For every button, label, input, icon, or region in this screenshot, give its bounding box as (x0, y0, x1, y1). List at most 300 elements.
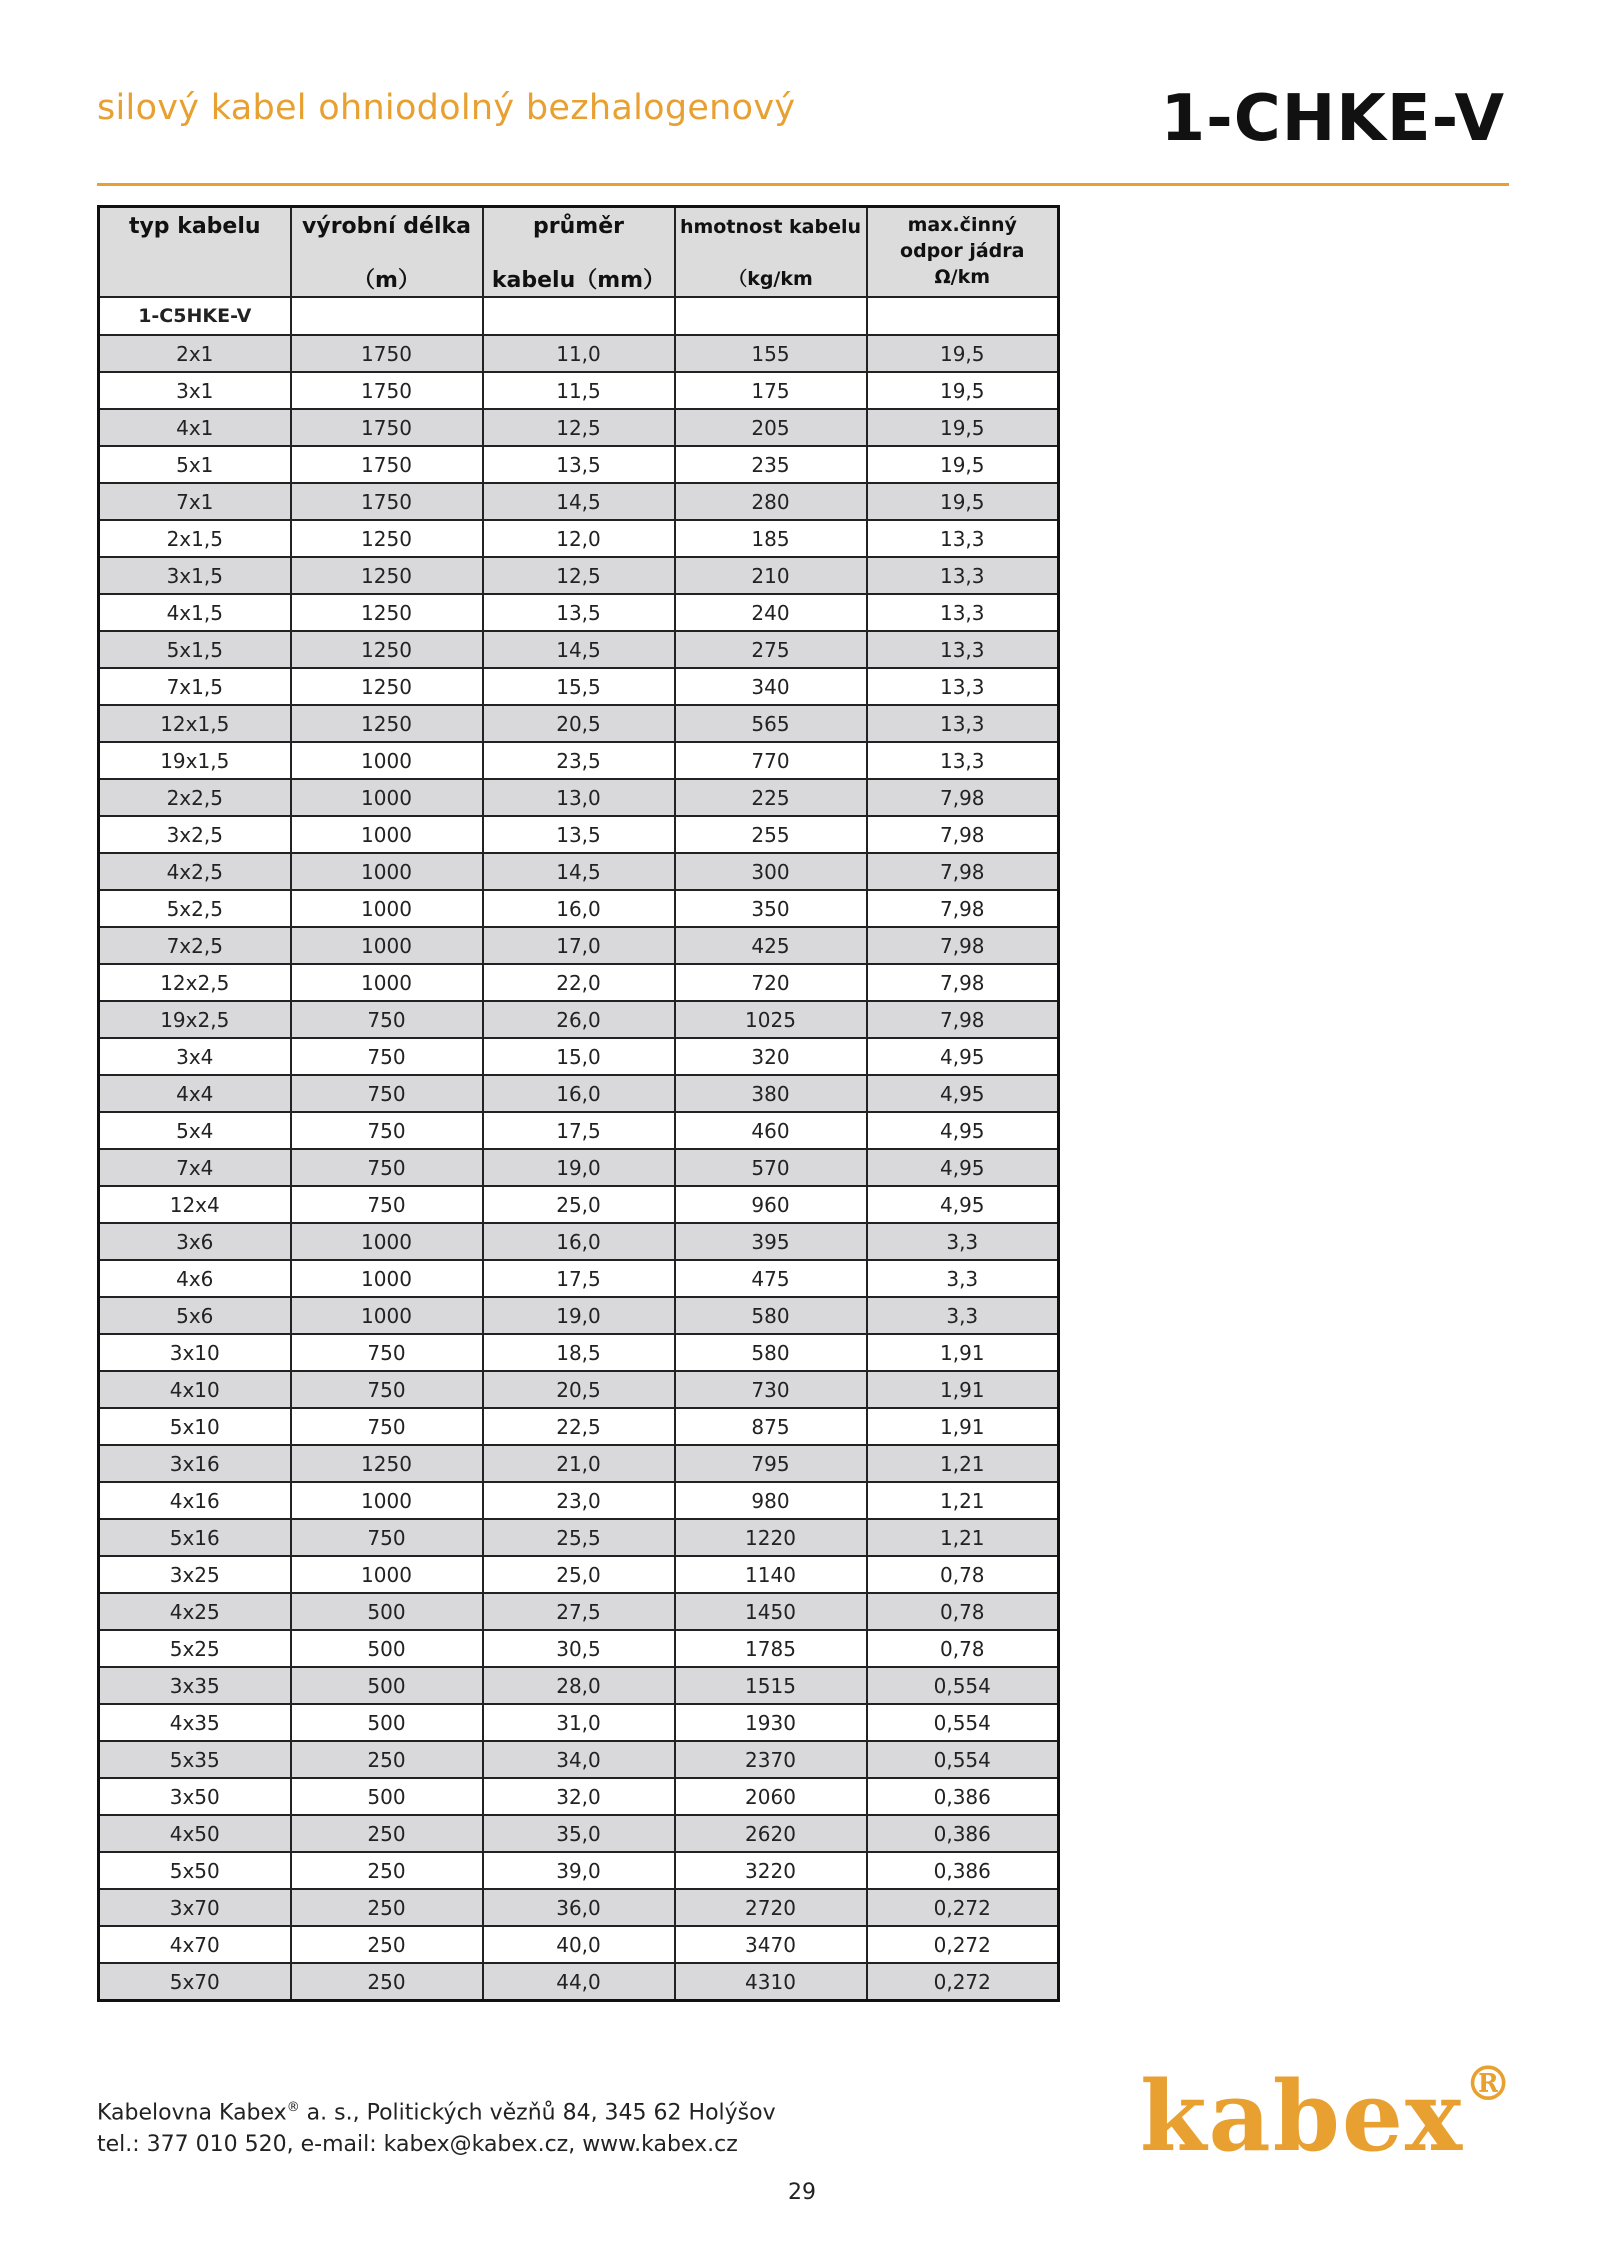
diameter-cell: 17,0 (483, 927, 675, 964)
company-name: Kabelovna Kabex (97, 2100, 287, 2126)
resistance-cell: 19,5 (867, 372, 1059, 409)
diameter-cell: 12,5 (483, 557, 675, 594)
length-cell: 1000 (291, 890, 483, 927)
diameter-cell: 21,0 (483, 1445, 675, 1482)
table-row (99, 1297, 1059, 1334)
weight-cell: 565 (675, 705, 867, 742)
length-cell: 250 (291, 1852, 483, 1889)
table-row (99, 520, 1059, 557)
cable-type-cell: 5x1 (99, 446, 291, 483)
resistance-cell: 3,3 (867, 1260, 1059, 1297)
table-row (99, 1556, 1059, 1593)
cable-type-cell: 3x6 (99, 1223, 291, 1260)
weight-cell: 580 (675, 1334, 867, 1371)
table-row (99, 927, 1059, 964)
resistance-cell: 0,386 (867, 1815, 1059, 1852)
table-row (99, 779, 1059, 816)
cable-type-cell: 2x2,5 (99, 779, 291, 816)
length-cell: 500 (291, 1667, 483, 1704)
group-empty-cell (867, 297, 1059, 335)
table-row (99, 816, 1059, 853)
weight-cell: 980 (675, 1482, 867, 1519)
table-row (99, 1963, 1059, 2001)
company-address-text: a. s., Politických vězňů 84, 345 62 Holýšov (299, 2100, 776, 2126)
weight-cell: 1220 (675, 1519, 867, 1556)
length-cell: 750 (291, 1112, 483, 1149)
resistance-cell: 13,3 (867, 705, 1059, 742)
cable-type-cell: 5x10 (99, 1408, 291, 1445)
diameter-cell: 17,5 (483, 1260, 675, 1297)
resistance-cell: 4,95 (867, 1149, 1059, 1186)
resistance-cell: 1,21 (867, 1519, 1059, 1556)
header-production-length (291, 207, 483, 298)
length-cell: 500 (291, 1593, 483, 1630)
weight-cell: 1785 (675, 1630, 867, 1667)
table-row (99, 705, 1059, 742)
diameter-cell: 44,0 (483, 1963, 675, 2001)
cable-type-cell: 3x1,5 (99, 557, 291, 594)
table-row (99, 1149, 1059, 1186)
weight-cell: 475 (675, 1260, 867, 1297)
diameter-cell: 25,0 (483, 1186, 675, 1223)
resistance-cell: 19,5 (867, 446, 1059, 483)
length-cell: 750 (291, 1186, 483, 1223)
resistance-cell: 1,91 (867, 1371, 1059, 1408)
resistance-cell: 0,272 (867, 1889, 1059, 1926)
diameter-cell: 31,0 (483, 1704, 675, 1741)
weight-cell: 395 (675, 1223, 867, 1260)
cable-type-cell: 7x4 (99, 1149, 291, 1186)
resistance-cell: 7,98 (867, 964, 1059, 1001)
table-row (99, 1186, 1059, 1223)
diameter-cell: 20,5 (483, 1371, 675, 1408)
length-cell: 1250 (291, 668, 483, 705)
resistance-cell: 0,386 (867, 1778, 1059, 1815)
diameter-cell: 20,5 (483, 705, 675, 742)
diameter-cell: 25,0 (483, 1556, 675, 1593)
diameter-cell: 16,0 (483, 1075, 675, 1112)
cable-type-cell: 3x50 (99, 1778, 291, 1815)
length-cell: 750 (291, 1519, 483, 1556)
cable-type-cell: 12x2,5 (99, 964, 291, 1001)
weight-cell: 1930 (675, 1704, 867, 1741)
resistance-cell: 0,78 (867, 1630, 1059, 1667)
header-weight-label: hmotnost kabelu (679, 216, 862, 238)
weight-cell: 1450 (675, 1593, 867, 1630)
diameter-cell: 14,5 (483, 483, 675, 520)
length-cell: 750 (291, 1149, 483, 1186)
table-row (99, 1038, 1059, 1075)
table-row (99, 1408, 1059, 1445)
weight-cell: 210 (675, 557, 867, 594)
resistance-cell: 13,3 (867, 631, 1059, 668)
diameter-cell: 23,0 (483, 1482, 675, 1519)
resistance-cell: 7,98 (867, 927, 1059, 964)
header-cable-type (99, 207, 291, 298)
header-resistance-line1: max.činný (907, 214, 1017, 236)
length-cell: 250 (291, 1963, 483, 2001)
diameter-cell: 11,5 (483, 372, 675, 409)
length-cell: 1000 (291, 853, 483, 890)
resistance-cell: 1,91 (867, 1334, 1059, 1371)
weight-cell: 570 (675, 1149, 867, 1186)
diameter-cell: 14,5 (483, 631, 675, 668)
cable-type-cell: 7x1,5 (99, 668, 291, 705)
resistance-cell: 19,5 (867, 409, 1059, 446)
diameter-cell: 13,5 (483, 816, 675, 853)
cable-spec-table (97, 205, 1060, 2002)
table-row (99, 1926, 1059, 1963)
diameter-cell: 40,0 (483, 1926, 675, 1963)
table-row (99, 1667, 1059, 1704)
table-row (99, 1001, 1059, 1038)
diameter-cell: 17,5 (483, 1112, 675, 1149)
cable-type-cell: 4x4 (99, 1075, 291, 1112)
cable-type-cell: 3x2,5 (99, 816, 291, 853)
resistance-cell: 13,3 (867, 557, 1059, 594)
table-row (99, 409, 1059, 446)
length-cell: 1250 (291, 557, 483, 594)
resistance-cell: 1,91 (867, 1408, 1059, 1445)
group-empty-cell (291, 297, 483, 335)
header-resistance-unit: Ω/km (934, 266, 991, 288)
length-cell: 1750 (291, 483, 483, 520)
length-cell: 1250 (291, 1445, 483, 1482)
kabex-logo-mark: ® (1464, 2056, 1515, 2112)
cable-type-cell: 19x1,5 (99, 742, 291, 779)
header-weight (675, 207, 867, 298)
table-row (99, 1371, 1059, 1408)
diameter-cell: 34,0 (483, 1741, 675, 1778)
cable-type-cell: 12x4 (99, 1186, 291, 1223)
cable-type-cell: 5x50 (99, 1852, 291, 1889)
length-cell: 1000 (291, 1556, 483, 1593)
cable-type-cell: 2x1,5 (99, 520, 291, 557)
diameter-cell: 12,5 (483, 409, 675, 446)
resistance-cell: 3,3 (867, 1223, 1059, 1260)
length-cell: 250 (291, 1741, 483, 1778)
cable-type-cell: 2x1 (99, 335, 291, 372)
weight-cell: 720 (675, 964, 867, 1001)
resistance-cell: 7,98 (867, 1001, 1059, 1038)
group-empty-cell (675, 297, 867, 335)
length-cell: 1000 (291, 779, 483, 816)
cable-type-cell: 4x6 (99, 1260, 291, 1297)
diameter-cell: 13,0 (483, 779, 675, 816)
diameter-cell: 30,5 (483, 1630, 675, 1667)
weight-cell: 340 (675, 668, 867, 705)
diameter-cell: 36,0 (483, 1889, 675, 1926)
weight-cell: 3220 (675, 1852, 867, 1889)
kabex-logo (1140, 2056, 1515, 2173)
diameter-cell: 16,0 (483, 1223, 675, 1260)
cable-type-cell: 4x10 (99, 1371, 291, 1408)
cable-type-cell: 5x6 (99, 1297, 291, 1334)
resistance-cell: 19,5 (867, 335, 1059, 372)
cable-type-cell: 3x35 (99, 1667, 291, 1704)
cable-type-cell: 4x1 (99, 409, 291, 446)
length-cell: 250 (291, 1815, 483, 1852)
weight-cell: 205 (675, 409, 867, 446)
weight-cell: 380 (675, 1075, 867, 1112)
resistance-cell: 4,95 (867, 1112, 1059, 1149)
diameter-cell: 19,0 (483, 1149, 675, 1186)
table-row (99, 1852, 1059, 1889)
weight-cell: 2060 (675, 1778, 867, 1815)
weight-cell: 960 (675, 1186, 867, 1223)
length-cell: 500 (291, 1630, 483, 1667)
diameter-cell: 11,0 (483, 335, 675, 372)
cable-type-cell: 4x1,5 (99, 594, 291, 631)
weight-cell: 280 (675, 483, 867, 520)
resistance-cell: 0,78 (867, 1556, 1059, 1593)
resistance-cell: 7,98 (867, 779, 1059, 816)
weight-cell: 175 (675, 372, 867, 409)
length-cell: 750 (291, 1075, 483, 1112)
resistance-cell: 0,78 (867, 1593, 1059, 1630)
resistance-cell: 13,3 (867, 668, 1059, 705)
diameter-cell: 23,5 (483, 742, 675, 779)
weight-cell: 730 (675, 1371, 867, 1408)
header-production-length-label: výrobní délka (302, 214, 471, 239)
diameter-cell: 19,0 (483, 1297, 675, 1334)
table-row (99, 1593, 1059, 1630)
length-cell: 1000 (291, 1482, 483, 1519)
table-row (99, 372, 1059, 409)
length-cell: 750 (291, 1371, 483, 1408)
header-diameter (483, 207, 675, 298)
diameter-cell: 32,0 (483, 1778, 675, 1815)
table-row (99, 335, 1059, 372)
diameter-cell: 16,0 (483, 890, 675, 927)
table-group-row (99, 297, 1059, 335)
table-row (99, 1112, 1059, 1149)
diameter-cell: 27,5 (483, 1593, 675, 1630)
cable-type-cell: 3x1 (99, 372, 291, 409)
weight-cell: 770 (675, 742, 867, 779)
table-row (99, 1630, 1059, 1667)
weight-cell: 185 (675, 520, 867, 557)
weight-cell: 300 (675, 853, 867, 890)
diameter-cell: 39,0 (483, 1852, 675, 1889)
cable-type-cell: 3x16 (99, 1445, 291, 1482)
table-row (99, 668, 1059, 705)
length-cell: 1250 (291, 631, 483, 668)
table-row (99, 1223, 1059, 1260)
resistance-cell: 13,3 (867, 742, 1059, 779)
weight-cell: 275 (675, 631, 867, 668)
resistance-cell: 0,554 (867, 1667, 1059, 1704)
kabex-logo-text: kabex (1140, 2060, 1465, 2173)
table-header-row (99, 207, 1059, 298)
weight-cell: 2720 (675, 1889, 867, 1926)
length-cell: 250 (291, 1889, 483, 1926)
company-contact: tel.: 377 010 520, e-mail: kabex@kabex.cz, www.kabex.cz (97, 2132, 738, 2157)
diameter-cell: 13,5 (483, 446, 675, 483)
cable-type-cell: 19x2,5 (99, 1001, 291, 1038)
length-cell: 1750 (291, 372, 483, 409)
company-address (97, 2100, 776, 2125)
weight-cell: 240 (675, 594, 867, 631)
length-cell: 500 (291, 1704, 483, 1741)
resistance-cell: 7,98 (867, 890, 1059, 927)
weight-cell: 1025 (675, 1001, 867, 1038)
cable-type-cell: 7x2,5 (99, 927, 291, 964)
length-cell: 500 (291, 1778, 483, 1815)
cable-type-cell: 5x16 (99, 1519, 291, 1556)
group-label: 1-C5HKE-V (99, 297, 291, 335)
resistance-cell: 0,554 (867, 1704, 1059, 1741)
diameter-cell: 12,0 (483, 520, 675, 557)
weight-cell: 795 (675, 1445, 867, 1482)
length-cell: 1000 (291, 927, 483, 964)
weight-cell: 255 (675, 816, 867, 853)
table-row (99, 1815, 1059, 1852)
weight-cell: 2370 (675, 1741, 867, 1778)
cable-type-cell: 4x25 (99, 1593, 291, 1630)
diameter-cell: 15,0 (483, 1038, 675, 1075)
cable-type-cell: 3x10 (99, 1334, 291, 1371)
table-row (99, 1519, 1059, 1556)
header-diameter-unit: kabelu（mm） (491, 268, 666, 293)
cable-type-cell: 4x50 (99, 1815, 291, 1852)
cable-type-cell: 12x1,5 (99, 705, 291, 742)
resistance-cell: 13,3 (867, 594, 1059, 631)
header-production-length-unit: （m） (353, 268, 420, 293)
length-cell: 1250 (291, 520, 483, 557)
length-cell: 750 (291, 1334, 483, 1371)
length-cell: 750 (291, 1408, 483, 1445)
group-empty-cell (483, 297, 675, 335)
cable-type-cell: 5x4 (99, 1112, 291, 1149)
table-row (99, 557, 1059, 594)
weight-cell: 225 (675, 779, 867, 816)
diameter-cell: 26,0 (483, 1001, 675, 1038)
table-row (99, 1260, 1059, 1297)
resistance-cell: 3,3 (867, 1297, 1059, 1334)
resistance-cell: 19,5 (867, 483, 1059, 520)
cable-type-cell: 5x1,5 (99, 631, 291, 668)
cable-type-cell: 5x25 (99, 1630, 291, 1667)
weight-cell: 1515 (675, 1667, 867, 1704)
resistance-cell: 13,3 (867, 520, 1059, 557)
table-row (99, 1778, 1059, 1815)
header-divider (97, 183, 1509, 186)
weight-cell: 155 (675, 335, 867, 372)
table-row (99, 631, 1059, 668)
diameter-cell: 25,5 (483, 1519, 675, 1556)
resistance-cell: 1,21 (867, 1445, 1059, 1482)
weight-cell: 2620 (675, 1815, 867, 1852)
resistance-cell: 0,272 (867, 1926, 1059, 1963)
cable-type-cell: 3x4 (99, 1038, 291, 1075)
header-diameter-label: průměr (533, 214, 624, 239)
table-row (99, 853, 1059, 890)
diameter-cell: 22,0 (483, 964, 675, 1001)
cable-type-cell: 4x2,5 (99, 853, 291, 890)
table-row (99, 594, 1059, 631)
cable-type-cell: 5x2,5 (99, 890, 291, 927)
cable-type-cell: 3x25 (99, 1556, 291, 1593)
resistance-cell: 0,386 (867, 1852, 1059, 1889)
length-cell: 1000 (291, 1260, 483, 1297)
diameter-cell: 14,5 (483, 853, 675, 890)
length-cell: 1750 (291, 446, 483, 483)
weight-cell: 580 (675, 1297, 867, 1334)
weight-cell: 350 (675, 890, 867, 927)
resistance-cell: 0,554 (867, 1741, 1059, 1778)
weight-cell: 320 (675, 1038, 867, 1075)
table-row (99, 742, 1059, 779)
header-resistance-line2: odpor jádra (900, 240, 1025, 262)
table-row (99, 890, 1059, 927)
length-cell: 1250 (291, 594, 483, 631)
length-cell: 1750 (291, 409, 483, 446)
weight-cell: 460 (675, 1112, 867, 1149)
resistance-cell: 0,272 (867, 1963, 1059, 2001)
resistance-cell: 4,95 (867, 1038, 1059, 1075)
length-cell: 750 (291, 1001, 483, 1038)
length-cell: 1000 (291, 742, 483, 779)
resistance-cell: 4,95 (867, 1075, 1059, 1112)
table-row (99, 964, 1059, 1001)
page-number: 29 (788, 2180, 816, 2205)
table-row (99, 1445, 1059, 1482)
weight-cell: 425 (675, 927, 867, 964)
resistance-cell: 4,95 (867, 1186, 1059, 1223)
cable-type-cell: 5x70 (99, 1963, 291, 2001)
weight-cell: 3470 (675, 1926, 867, 1963)
table-row (99, 1889, 1059, 1926)
registered-mark: ® (286, 2100, 300, 2115)
header-resistance (867, 207, 1059, 298)
header-cable-type-label: typ kabelu (128, 214, 261, 239)
table-row (99, 1704, 1059, 1741)
table-row (99, 1482, 1059, 1519)
table-row (99, 1075, 1059, 1112)
document-subtitle: silový kabel ohniodolný bezhalogenový (97, 88, 796, 128)
table-row (99, 446, 1059, 483)
diameter-cell: 13,5 (483, 594, 675, 631)
diameter-cell: 35,0 (483, 1815, 675, 1852)
resistance-cell: 1,21 (867, 1482, 1059, 1519)
cable-type-cell: 3x70 (99, 1889, 291, 1926)
resistance-cell: 7,98 (867, 853, 1059, 890)
table-row (99, 483, 1059, 520)
cable-type-cell: 4x35 (99, 1704, 291, 1741)
table-row (99, 1334, 1059, 1371)
header-weight-unit: （kg/km (728, 268, 813, 290)
weight-cell: 4310 (675, 1963, 867, 2001)
length-cell: 1750 (291, 335, 483, 372)
cable-type-cell: 4x16 (99, 1482, 291, 1519)
length-cell: 1000 (291, 816, 483, 853)
weight-cell: 1140 (675, 1556, 867, 1593)
weight-cell: 875 (675, 1408, 867, 1445)
length-cell: 750 (291, 1038, 483, 1075)
cable-type-cell: 4x70 (99, 1926, 291, 1963)
diameter-cell: 15,5 (483, 668, 675, 705)
weight-cell: 235 (675, 446, 867, 483)
diameter-cell: 22,5 (483, 1408, 675, 1445)
document-title: 1-CHKE-V (1160, 82, 1505, 156)
diameter-cell: 28,0 (483, 1667, 675, 1704)
length-cell: 1000 (291, 964, 483, 1001)
resistance-cell: 7,98 (867, 816, 1059, 853)
length-cell: 1250 (291, 705, 483, 742)
table-row (99, 1741, 1059, 1778)
length-cell: 1000 (291, 1223, 483, 1260)
